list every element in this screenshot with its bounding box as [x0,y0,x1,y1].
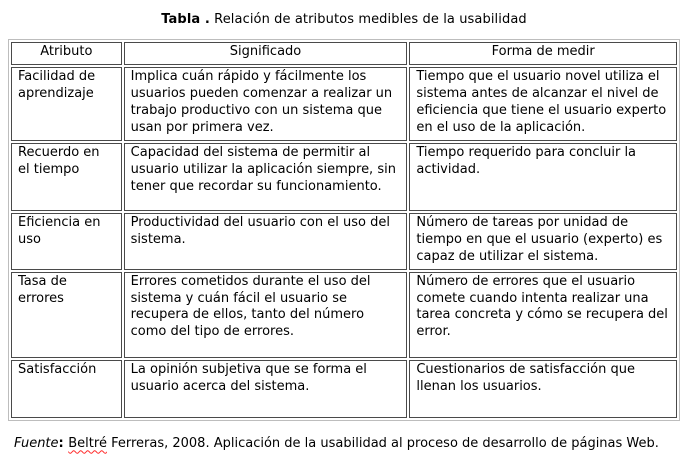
cell-atributo: Recuerdo en el tiempo [11,143,122,211]
source-note [14,435,674,454]
table-row [11,213,677,270]
table-caption [0,0,688,27]
cell-forma: Número de tareas por unidad de tiempo en que el usuario (experto) es capaz de utilizar el sistema. [409,213,677,270]
usability-attributes-table [8,39,680,421]
cell-significado: Implica cuán rápido y fácilmente los usuarios pueden comenzar a realizar un trabajo productivo con un sistema que usan por primera vez. [124,67,408,141]
caption-text: Relación de atributos medibles de la usabilidad [209,12,527,27]
column-header-atributo: Atributo [11,42,122,65]
source-label: Fuente [14,435,59,451]
cell-significado: Errores cometidos durante el uso del sistema y cuán fácil el usuario se recupera de ellos, tanto del número como del tipo de errores. [124,272,408,358]
cell-atributo: Facilidad de aprendizaje [11,67,122,141]
column-header-significado: Significado [124,42,408,65]
caption-label: Tabla . [161,12,210,27]
cell-forma: Número de errores que el usuario comete cuando intenta realizar una tarea concreta y cómo se recupera del error. [409,272,677,358]
table-row [11,67,677,141]
source-colon: : [58,435,69,451]
table-row [11,143,677,211]
cell-atributo: Eficiencia en uso [11,213,122,270]
cell-forma: Cuestionarios de satisfacción que llenan los usuarios. [409,360,677,418]
cell-significado: La opinión subjetiva que se forma el usuario acerca del sistema. [124,360,408,418]
source-reference-text: Ferreras, 2008. Aplicación de la usabilidad al proceso de desarrollo de páginas Web. [106,435,659,451]
header-row [11,42,677,65]
column-header-forma-de-medir: Forma de medir [409,42,677,65]
table-row [11,360,677,418]
cell-forma: Tiempo que el usuario novel utiliza el sistema antes de alcanzar el nivel de eficiencia que tiene el usuario experto en el uso de la aplicación. [409,67,677,141]
cell-forma: Tiempo requerido para concluir la actividad. [409,143,677,211]
cell-atributo: Satisfacción [11,360,122,418]
cell-significado: Productividad del usuario con el uso del sistema. [124,213,408,270]
source-author-misspelled: Beltré [68,435,107,451]
table-row [11,272,677,358]
cell-significado: Capacidad del sistema de permitir al usuario utilizar la aplicación siempre, sin tener que recordar su funcionamiento. [124,143,408,211]
cell-atributo: Tasa de errores [11,272,122,358]
